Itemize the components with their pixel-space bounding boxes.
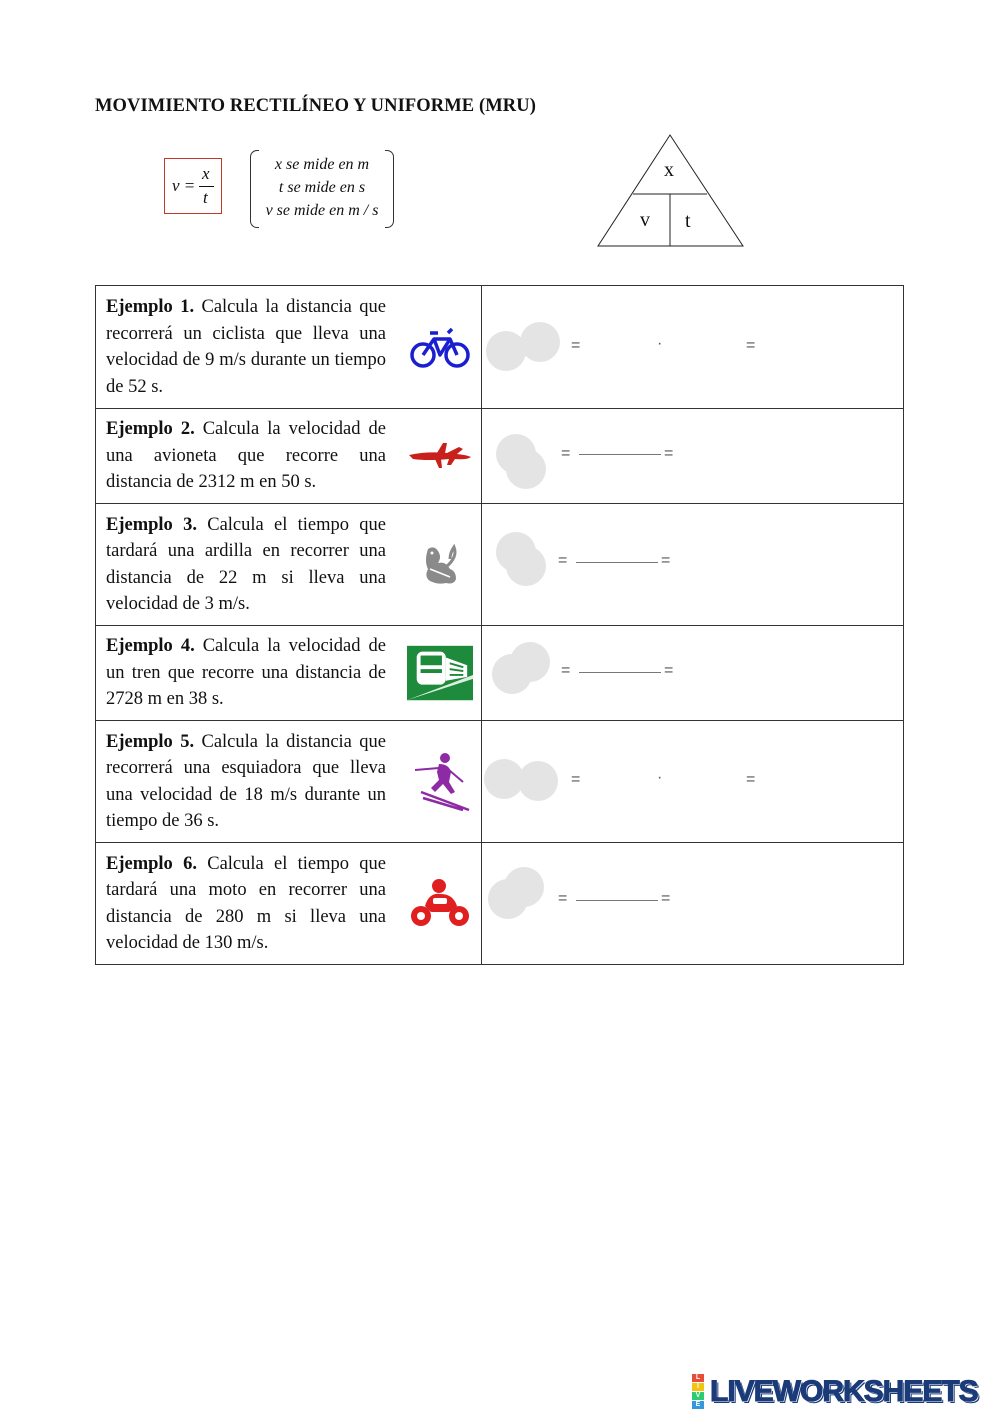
equals-sign: = [571,771,581,788]
chipmunk-icon [407,535,473,595]
motorcycle-icon [407,874,473,934]
fraction-line [576,900,658,901]
formula-triangle [596,132,746,250]
unit-x: x se mide en m [274,156,370,173]
example-text-5: Calcula la distancia que recorrerá una esquiadora que lleva una velocidad de 18 m/s durante un tiempo de 36 s. [106,731,386,831]
equals-sign: = [664,662,674,679]
answer-area-3[interactable] [482,504,904,626]
equals-sign: = [571,337,581,354]
triangle-x: x [664,159,674,181]
formula-lhs: v = [172,176,196,195]
example-text-1: Calcula la distancia que recorrerá un ciclista que lleva una velocidad de 9 m/s durante un tiempo de 52 s. [106,297,386,397]
example-text-3: Calcula el tiempo que tardará una ardilla en recorrer una distancia de 22 m si lleva una velocidad de 3 m/s. [106,514,386,614]
example-row-3 [96,504,904,626]
page-title: MOVIMIENTO RECTILÍNEO Y UNIFORME (MRU) [95,96,536,116]
example-row-5 [96,721,904,843]
example-question-3 [96,504,482,626]
example-question-1 [96,286,482,409]
answer-blank-3b[interactable] [506,546,546,586]
answer-blank-1b[interactable] [520,322,560,362]
equals-sign: = [561,445,571,462]
equals-sign: = [664,445,674,462]
example-question-5 [96,721,482,843]
fraction-line [576,562,658,563]
answer-blank-2b[interactable] [506,449,546,489]
example-label-6: Ejemplo 6. [106,853,197,874]
fraction-bar [199,186,214,187]
unit-v: v se mide en m / s [265,202,379,219]
answer-area-6[interactable] [482,843,904,965]
example-text-4: Calcula la velocidad de un tren que recorre una distancia de 2728 m en 38 s. [106,636,386,710]
answer-blank-4b[interactable] [510,642,550,682]
example-row-4 [96,626,904,721]
skier-icon [407,752,473,812]
example-row-1 [96,286,904,409]
bicycle-icon [407,317,473,377]
fraction-line [579,672,661,673]
equals-sign: = [661,552,671,569]
liveworksheets-brand [692,1374,978,1409]
example-row-6 [96,843,904,965]
example-label-1: Ejemplo 1. [106,297,195,317]
equals-sign: = [746,337,756,354]
example-question-4 [96,626,482,721]
equals-sign: = [561,662,571,679]
answer-area-2[interactable] [482,409,904,504]
airplane-icon [407,426,473,486]
answer-blank-5b[interactable] [518,761,558,801]
train-icon [407,643,473,703]
answer-area-1[interactable] [482,286,904,409]
answer-area-5[interactable] [482,721,904,843]
fraction-line [579,454,661,455]
velocity-formula [164,158,222,214]
example-text-6: Calcula el tiempo que tardará una moto en recorrer una distancia de 280 m si lleva una velocidad de 130 m/s. [106,853,386,953]
example-question-2 [96,409,482,504]
equals-sign: = [558,552,568,569]
answer-blank-6b[interactable] [504,867,544,907]
example-label-5: Ejemplo 5. [106,731,195,752]
units-list [250,150,394,226]
example-label-4: Ejemplo 4. [106,636,195,657]
unit-t: t se mide en s [278,179,366,196]
triangle-t: t [685,210,691,232]
equals-sign: = [661,890,671,907]
equals-sign: = [746,771,756,788]
example-label-3: Ejemplo 3. [106,514,197,535]
answer-area-4[interactable] [482,626,904,721]
triangle-v: v [640,209,650,231]
times-sign: · [657,769,663,786]
brand-name: LIVEWORKSHEETS [710,1374,978,1408]
examples-table [95,285,904,965]
example-label-2: Ejemplo 2. [106,419,195,440]
liveworksheets-logo-icon: L I V E [692,1374,704,1409]
example-row-2 [96,409,904,504]
times-sign: · [657,335,663,352]
formula-denominator: t [203,188,208,207]
equals-sign: = [558,890,568,907]
example-text-2: Calcula la velocidad de una avioneta que recorre una distancia de 2312 m en 50 s. [106,419,386,493]
formula-numerator: x [202,164,210,183]
example-question-6 [96,843,482,965]
